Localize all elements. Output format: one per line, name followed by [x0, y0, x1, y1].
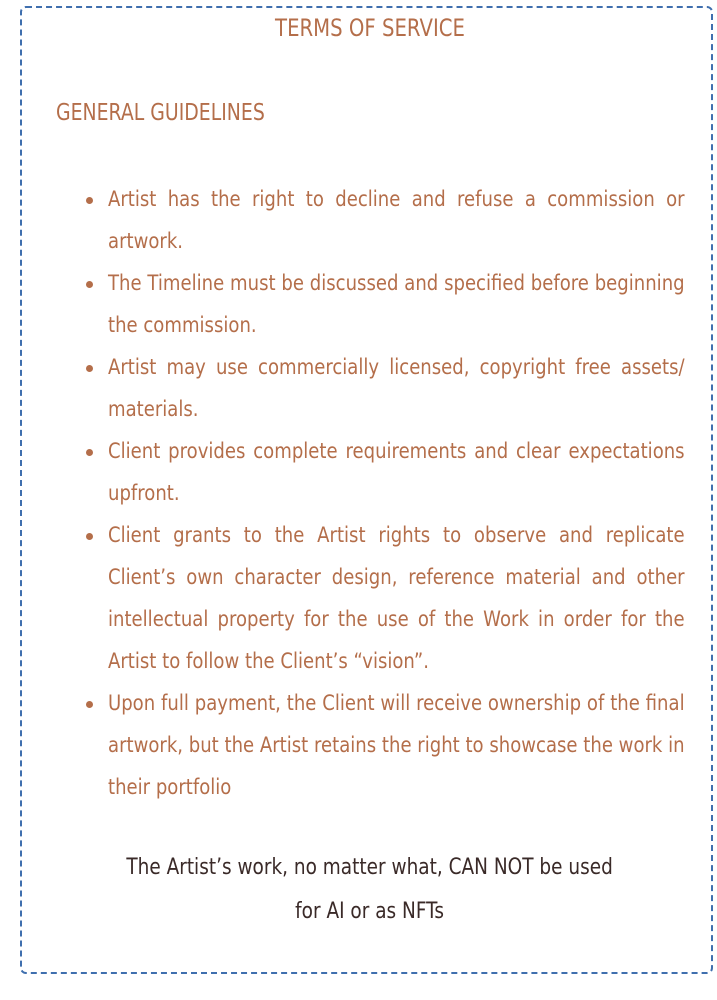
bullet-icon — [86, 365, 93, 372]
list-item — [86, 262, 686, 346]
list-item — [86, 430, 686, 514]
notice-line-1: The Artist’s work, no matter what, CAN NOT be used — [126, 855, 614, 880]
bullet-icon — [86, 197, 93, 204]
list-item — [86, 178, 686, 262]
bullet-icon — [86, 701, 93, 708]
ai-nft-notice — [60, 846, 680, 934]
list-item — [86, 682, 686, 808]
guideline-text: Client grants to the Artist rights to observe and replicate Client’s own character design, reference material and other intellectual property for the use of the Work in order for the Artist to follow the Client’s “vision”. — [108, 523, 685, 673]
guideline-text: Artist may use commercially licensed, copyright free assets/ materials. — [108, 355, 685, 421]
section-heading-general-guidelines: GENERAL GUIDELINES — [56, 100, 265, 126]
guideline-text: The Timeline must be discussed and specified before beginning the commission. — [108, 271, 685, 337]
list-item — [86, 514, 686, 682]
list-item — [86, 346, 686, 430]
bullet-icon — [86, 281, 93, 288]
guideline-text: Upon full payment, the Client will receive ownership of the final artwork, but the Artist retains the right to showcase the work in their portfolio — [108, 691, 685, 799]
bullet-icon — [86, 533, 93, 540]
guideline-text: Client provides complete requirements and clear expectations upfront. — [108, 439, 685, 505]
guideline-text: Artist has the right to decline and refuse a commission or artwork. — [108, 187, 685, 253]
guidelines-list — [86, 178, 686, 808]
bullet-icon — [86, 449, 93, 456]
notice-line-2: for AI or as NFTs — [295, 899, 445, 924]
page-title: TERMS OF SERVICE — [275, 14, 465, 42]
